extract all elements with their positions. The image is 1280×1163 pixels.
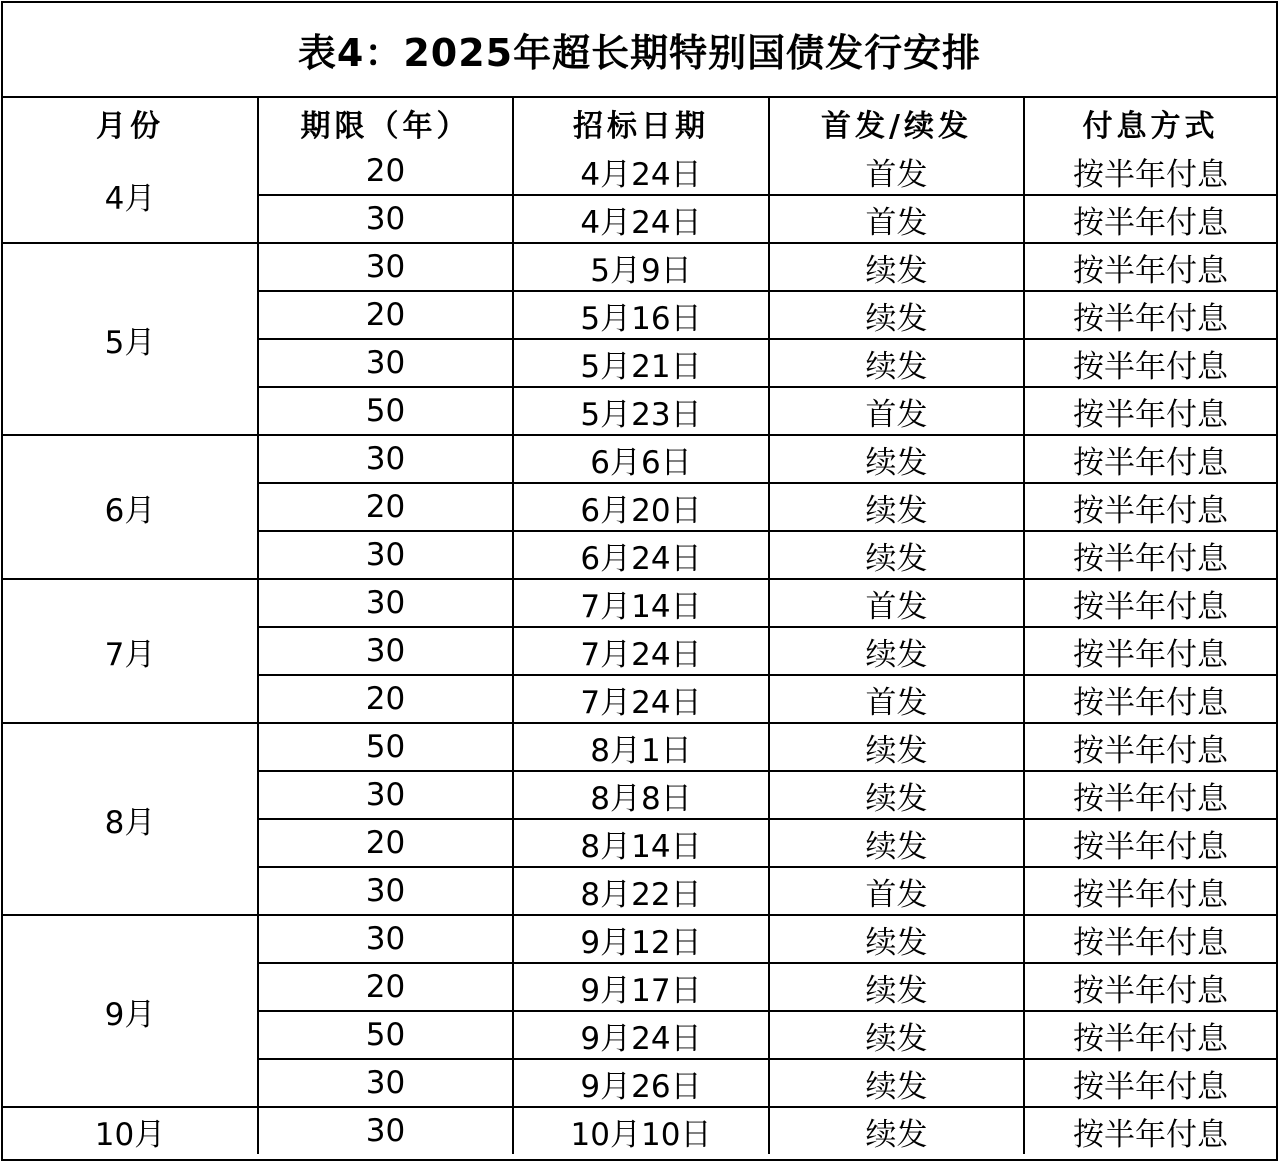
issue-type-cell: 续发 bbox=[769, 1059, 1024, 1107]
auction-date-cell: 8月22日 bbox=[513, 867, 769, 915]
term-cell: 20 bbox=[258, 963, 513, 1011]
payment-method-cell: 按半年付息 bbox=[1024, 867, 1276, 915]
auction-date-cell: 9月26日 bbox=[513, 1059, 769, 1107]
table-row bbox=[3, 579, 1276, 627]
payment-method-cell: 按半年付息 bbox=[1024, 291, 1276, 339]
header-payment-method: 付息方式 bbox=[1024, 98, 1276, 148]
term-cell: 30 bbox=[258, 531, 513, 579]
issue-type-cell: 续发 bbox=[769, 627, 1024, 675]
term-cell: 20 bbox=[258, 291, 513, 339]
auction-date-cell: 6月24日 bbox=[513, 531, 769, 579]
auction-date-cell: 5月9日 bbox=[513, 243, 769, 291]
payment-method-cell: 按半年付息 bbox=[1024, 148, 1276, 195]
month-cell: 4月 bbox=[3, 148, 258, 243]
issue-type-cell: 续发 bbox=[769, 291, 1024, 339]
auction-date-cell: 5月21日 bbox=[513, 339, 769, 387]
table-title: 表4：2025年超长期特别国债发行安排 bbox=[3, 3, 1276, 98]
term-cell: 20 bbox=[258, 675, 513, 723]
issue-type-cell: 续发 bbox=[769, 1107, 1024, 1154]
payment-method-cell: 按半年付息 bbox=[1024, 963, 1276, 1011]
term-cell: 50 bbox=[258, 723, 513, 771]
month-cell: 6月 bbox=[3, 435, 258, 579]
month-cell: 9月 bbox=[3, 915, 258, 1107]
auction-date-cell: 7月24日 bbox=[513, 627, 769, 675]
month-cell: 5月 bbox=[3, 243, 258, 435]
payment-method-cell: 按半年付息 bbox=[1024, 723, 1276, 771]
payment-method-cell: 按半年付息 bbox=[1024, 243, 1276, 291]
issue-type-cell: 续发 bbox=[769, 819, 1024, 867]
payment-method-cell: 按半年付息 bbox=[1024, 1059, 1276, 1107]
payment-method-cell: 按半年付息 bbox=[1024, 387, 1276, 435]
auction-date-cell: 4月24日 bbox=[513, 195, 769, 243]
auction-date-cell: 9月12日 bbox=[513, 915, 769, 963]
issue-type-cell: 续发 bbox=[769, 243, 1024, 291]
issue-type-cell: 首发 bbox=[769, 675, 1024, 723]
auction-date-cell: 6月20日 bbox=[513, 483, 769, 531]
auction-date-cell: 9月17日 bbox=[513, 963, 769, 1011]
issue-type-cell: 续发 bbox=[769, 339, 1024, 387]
header-auction-date: 招标日期 bbox=[513, 98, 769, 148]
table-row bbox=[3, 243, 1276, 291]
payment-method-cell: 按半年付息 bbox=[1024, 435, 1276, 483]
issue-type-cell: 首发 bbox=[769, 195, 1024, 243]
header-row bbox=[3, 98, 1276, 148]
table-row bbox=[3, 435, 1276, 483]
term-cell: 30 bbox=[258, 867, 513, 915]
auction-date-cell: 8月8日 bbox=[513, 771, 769, 819]
payment-method-cell: 按半年付息 bbox=[1024, 483, 1276, 531]
term-cell: 30 bbox=[258, 435, 513, 483]
payment-method-cell: 按半年付息 bbox=[1024, 1107, 1276, 1154]
term-cell: 20 bbox=[258, 483, 513, 531]
header-term: 期限（年） bbox=[258, 98, 513, 148]
term-cell: 30 bbox=[258, 579, 513, 627]
auction-date-cell: 8月1日 bbox=[513, 723, 769, 771]
issue-type-cell: 首发 bbox=[769, 387, 1024, 435]
payment-method-cell: 按半年付息 bbox=[1024, 1011, 1276, 1059]
issue-type-cell: 续发 bbox=[769, 1011, 1024, 1059]
payment-method-cell: 按半年付息 bbox=[1024, 627, 1276, 675]
auction-date-cell: 6月6日 bbox=[513, 435, 769, 483]
auction-date-cell: 4月24日 bbox=[513, 148, 769, 195]
bond-issuance-table bbox=[3, 98, 1276, 1154]
table-row bbox=[3, 148, 1276, 195]
auction-date-cell: 5月16日 bbox=[513, 291, 769, 339]
term-cell: 20 bbox=[258, 819, 513, 867]
term-cell: 20 bbox=[258, 148, 513, 195]
header-month: 月份 bbox=[3, 98, 258, 148]
term-cell: 30 bbox=[258, 195, 513, 243]
term-cell: 30 bbox=[258, 243, 513, 291]
term-cell: 30 bbox=[258, 915, 513, 963]
term-cell: 30 bbox=[258, 771, 513, 819]
month-cell: 10月 bbox=[3, 1107, 258, 1154]
auction-date-cell: 9月24日 bbox=[513, 1011, 769, 1059]
table-row bbox=[3, 723, 1276, 771]
payment-method-cell: 按半年付息 bbox=[1024, 531, 1276, 579]
payment-method-cell: 按半年付息 bbox=[1024, 579, 1276, 627]
auction-date-cell: 7月24日 bbox=[513, 675, 769, 723]
issue-type-cell: 续发 bbox=[769, 963, 1024, 1011]
term-cell: 30 bbox=[258, 627, 513, 675]
term-cell: 30 bbox=[258, 339, 513, 387]
issue-type-cell: 续发 bbox=[769, 771, 1024, 819]
auction-date-cell: 8月14日 bbox=[513, 819, 769, 867]
payment-method-cell: 按半年付息 bbox=[1024, 819, 1276, 867]
issue-type-cell: 续发 bbox=[769, 531, 1024, 579]
issue-type-cell: 首发 bbox=[769, 867, 1024, 915]
term-cell: 30 bbox=[258, 1059, 513, 1107]
month-cell: 8月 bbox=[3, 723, 258, 915]
term-cell: 30 bbox=[258, 1107, 513, 1154]
issue-type-cell: 续发 bbox=[769, 915, 1024, 963]
payment-method-cell: 按半年付息 bbox=[1024, 339, 1276, 387]
issue-type-cell: 首发 bbox=[769, 579, 1024, 627]
payment-method-cell: 按半年付息 bbox=[1024, 771, 1276, 819]
month-cell: 7月 bbox=[3, 579, 258, 723]
issue-type-cell: 续发 bbox=[769, 435, 1024, 483]
issue-type-cell: 续发 bbox=[769, 483, 1024, 531]
payment-method-cell: 按半年付息 bbox=[1024, 195, 1276, 243]
auction-date-cell: 5月23日 bbox=[513, 387, 769, 435]
term-cell: 50 bbox=[258, 1011, 513, 1059]
table-row bbox=[3, 1107, 1276, 1154]
payment-method-cell: 按半年付息 bbox=[1024, 915, 1276, 963]
issue-type-cell: 续发 bbox=[769, 723, 1024, 771]
term-cell: 50 bbox=[258, 387, 513, 435]
header-issue-type: 首发/续发 bbox=[769, 98, 1024, 148]
issue-type-cell: 首发 bbox=[769, 148, 1024, 195]
auction-date-cell: 10月10日 bbox=[513, 1107, 769, 1154]
bond-schedule-sheet bbox=[1, 1, 1278, 1161]
table-body bbox=[3, 148, 1276, 1154]
payment-method-cell: 按半年付息 bbox=[1024, 675, 1276, 723]
table-row bbox=[3, 915, 1276, 963]
auction-date-cell: 7月14日 bbox=[513, 579, 769, 627]
